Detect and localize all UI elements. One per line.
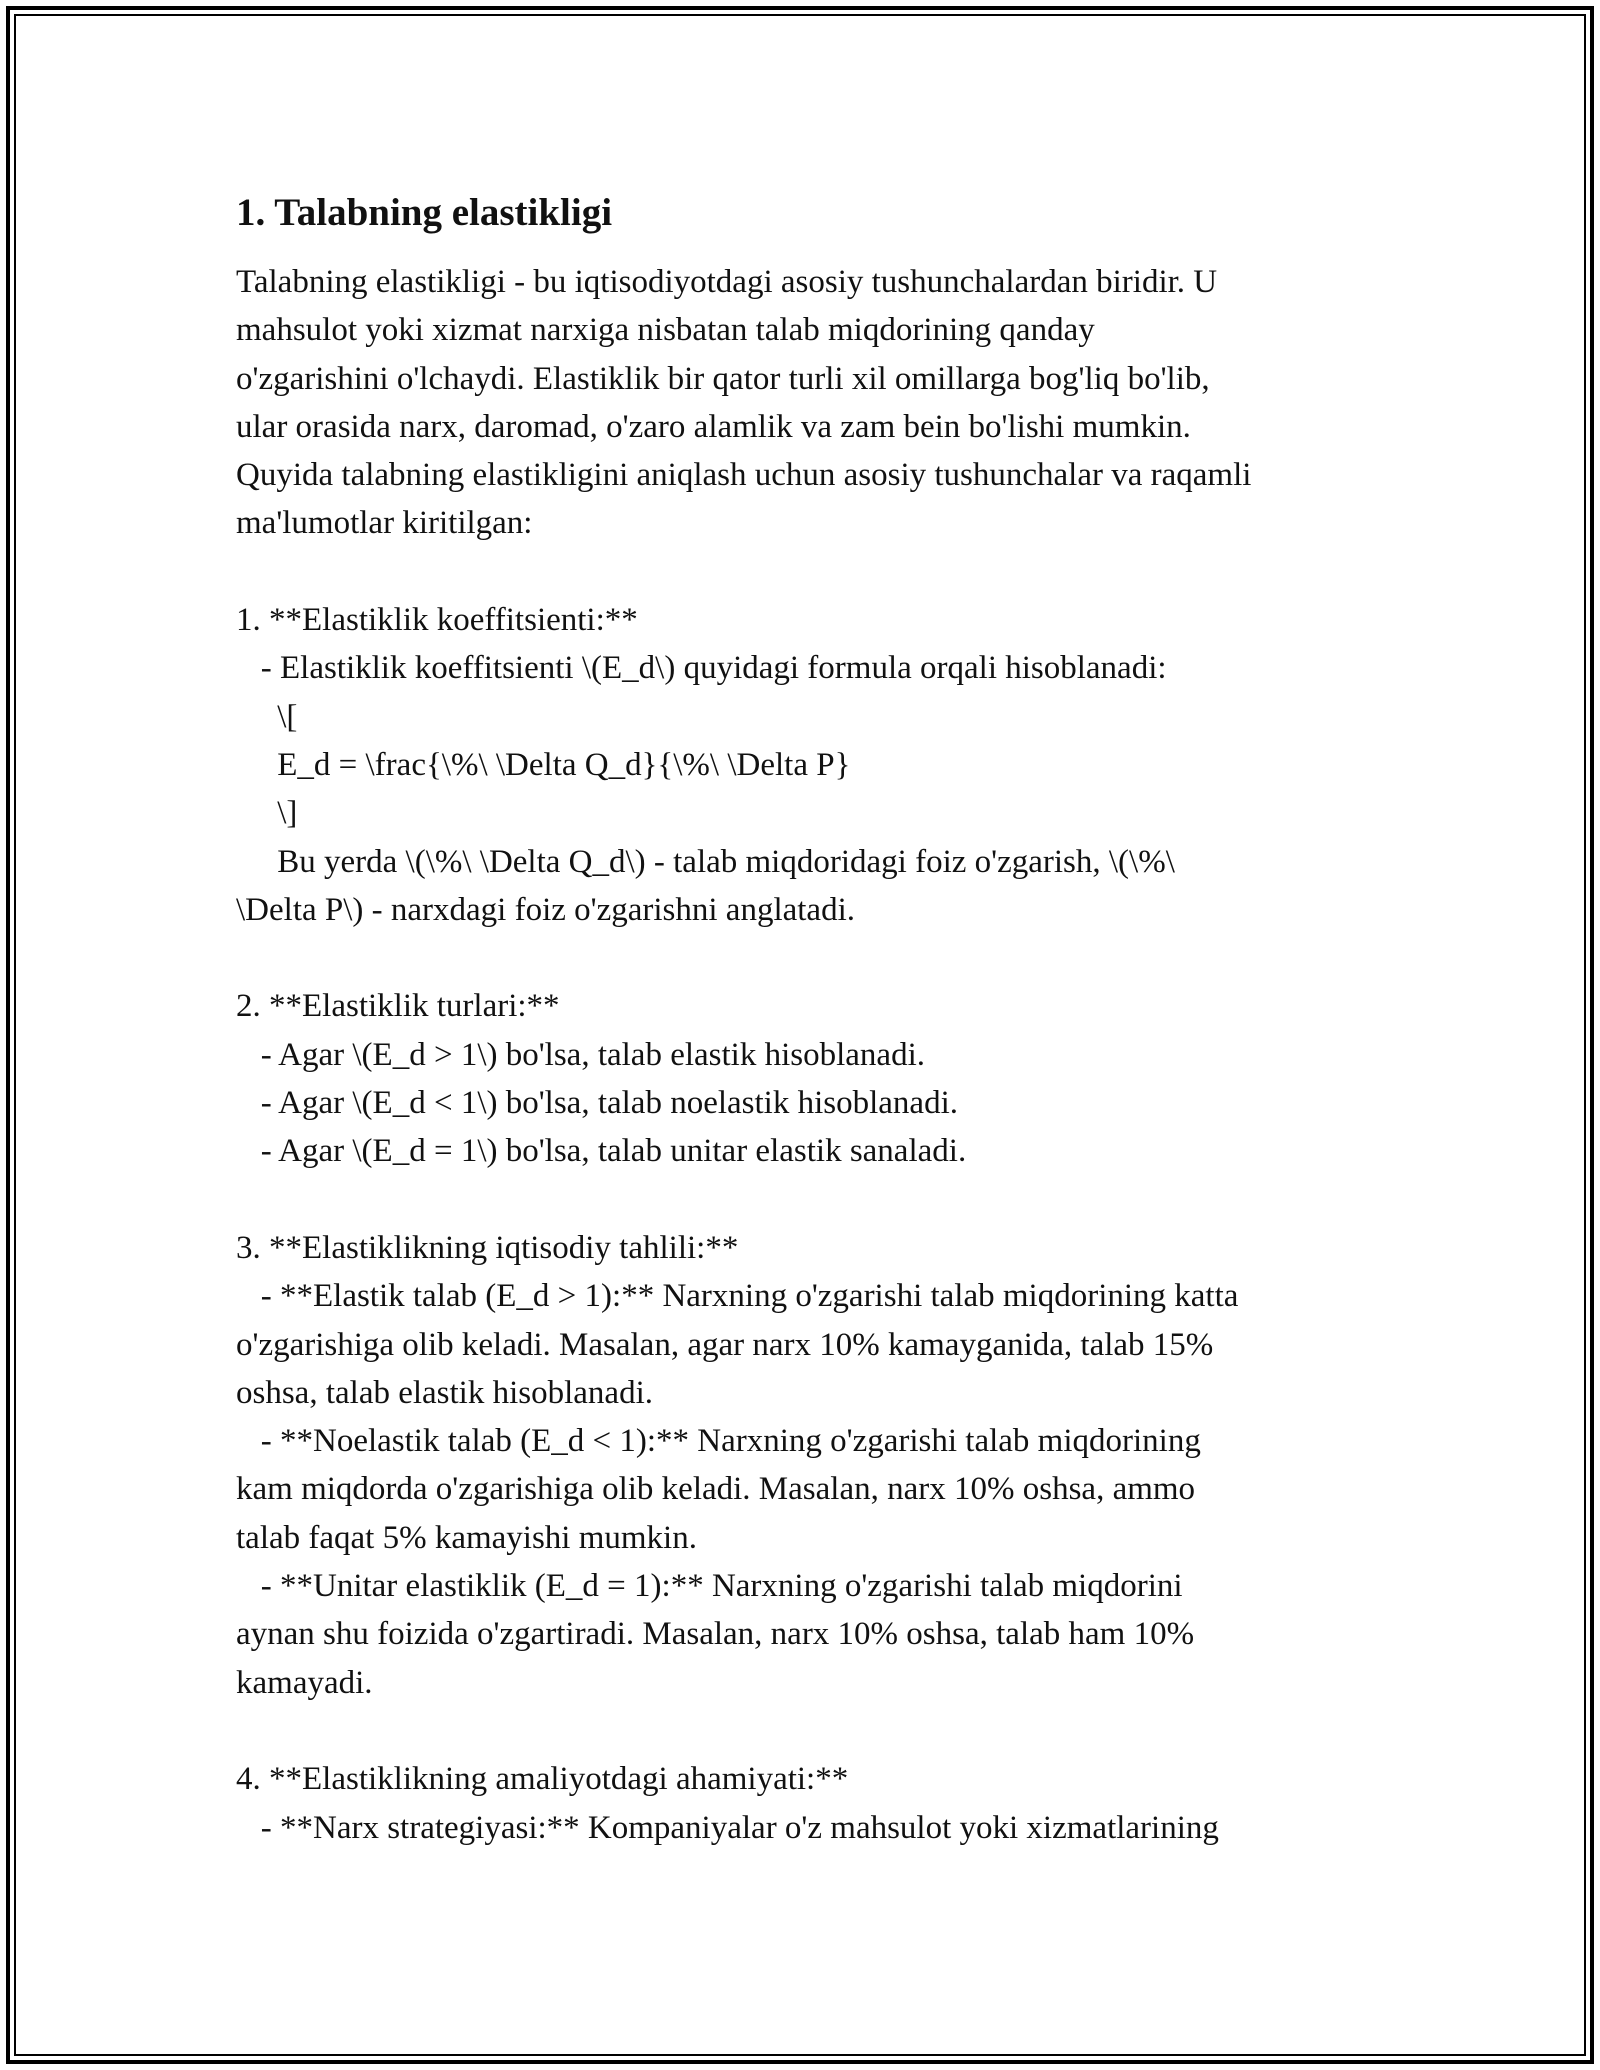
document-page bbox=[236, 186, 1416, 1852]
text-line: - Elastiklik koeffitsienti \(E_d\) quyidagi formula orqali hisoblanadi: bbox=[236, 650, 1167, 687]
blank-line bbox=[236, 548, 1416, 596]
text-line: - **Unitar elastiklik (E_d = 1):** Narxning o'zgarishi talab miqdorini bbox=[236, 1568, 1183, 1605]
text-line: oshsa, talab elastik hisoblanadi. bbox=[236, 1374, 653, 1411]
text-line: \] bbox=[236, 795, 298, 832]
blank-line bbox=[236, 934, 1416, 982]
text-line: Bu yerda \(\%\ \Delta Q_d\) - talab miqdoridagi foiz o'zgarish, \(\%\ bbox=[236, 843, 1175, 880]
text-line: o'zgarishini o'lchaydi. Elastiklik bir qator turli xil omillarga bog'liq bo'lib, bbox=[236, 360, 1210, 397]
blank-line bbox=[236, 1176, 1416, 1224]
document-heading: 1. Talabning elastikligi bbox=[236, 191, 613, 234]
text-line: o'zgarishiga olib keladi. Masalan, agar narx 10% kamayganida, talab 15% bbox=[236, 1326, 1214, 1363]
text-line: - **Elastik talab (E_d > 1):** Narxning o'zgarishi talab miqdorining katta bbox=[236, 1278, 1239, 1315]
text-line: aynan shu foizida o'zgartiradi. Masalan, narx 10% oshsa, talab ham 10% bbox=[236, 1616, 1195, 1653]
text-line: - Agar \(E_d < 1\) bo'lsa, talab noelastik hisoblanadi. bbox=[236, 1085, 958, 1122]
text-line: ma'lumotlar kiritilgan: bbox=[236, 505, 533, 542]
text-line: - Agar \(E_d = 1\) bo'lsa, talab unitar elastik sanaladi. bbox=[236, 1133, 967, 1170]
blank-line bbox=[236, 1707, 1416, 1755]
text-line: mahsulot yoki xizmat narxiga nisbatan talab miqdorining qanday bbox=[236, 312, 1095, 349]
text-line: ular orasida narx, daromad, o'zaro alamlik va zam bein bo'lishi mumkin. bbox=[236, 408, 1191, 445]
text-line: kam miqdorda o'zgarishiga olib keladi. Masalan, narx 10% oshsa, ammo bbox=[236, 1471, 1196, 1508]
text-line: - **Narx strategiyasi:** Kompaniyalar o'z mahsulot yoki xizmatlarining bbox=[236, 1809, 1219, 1846]
text-line: Quyida talabning elastikligini aniqlash uchun asosiy tushunchalar va raqamli bbox=[236, 457, 1252, 494]
text-line: kamayadi. bbox=[236, 1664, 373, 1701]
text-line: 4. **Elastiklikning amaliyotdagi ahamiyati:** bbox=[236, 1761, 849, 1798]
text-line: talab faqat 5% kamayishi mumkin. bbox=[236, 1519, 697, 1556]
text-line: Talabning elastikligi - bu iqtisodiyotdagi asosiy tushunchalardan biridir. U bbox=[236, 264, 1218, 300]
text-line: \Delta P\) - narxdagi foiz o'zgarishni anglatadi. bbox=[236, 891, 855, 928]
text-line: \[ bbox=[236, 698, 298, 735]
text-line: 1. **Elastiklik koeffitsienti:** bbox=[236, 602, 638, 639]
text-line: - Agar \(E_d > 1\) bo'lsa, talab elastik hisoblanadi. bbox=[236, 1036, 925, 1073]
text-line: - **Noelastik talab (E_d < 1):** Narxning o'zgarishi talab miqdorining bbox=[236, 1423, 1201, 1460]
text-line: 3. **Elastiklikning iqtisodiy tahlili:** bbox=[236, 1229, 739, 1266]
text-line: E_d = \frac{\%\ \Delta Q_d}{\%\ \Delta P} bbox=[236, 746, 851, 783]
text-line: 2. **Elastiklik turlari:** bbox=[236, 988, 560, 1025]
document-body bbox=[236, 258, 1416, 1852]
